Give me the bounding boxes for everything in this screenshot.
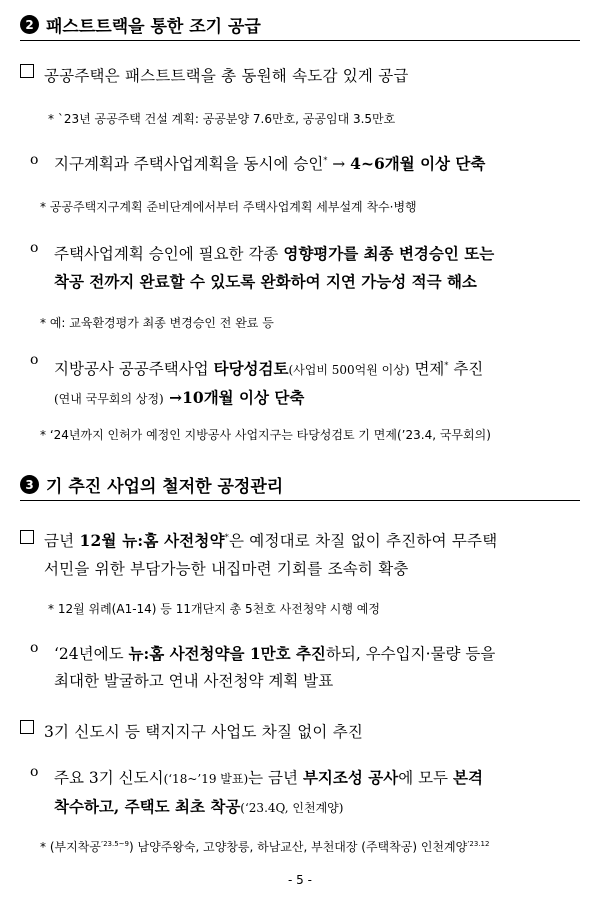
bullet-text <box>54 640 495 695</box>
footnote <box>40 838 489 855</box>
paragraph-line-2: 서민을 위한 부담가능한 내집마련 기회를 조속히 확충 <box>44 560 409 579</box>
text-part: 하되, 우수입지·물량 등을 <box>325 645 496 663</box>
footnote-part: * (부지착공 <box>40 840 101 854</box>
heading-underline <box>20 40 580 41</box>
bullet-text <box>54 764 483 822</box>
footnote: * 12월 위례(A1-14) 등 11개단지 총 5천호 사전청약 시행 예정 <box>48 602 380 616</box>
bold-text: 완화하여 지연 가능성 적극 해소 <box>260 272 477 291</box>
checkbox-square-icon <box>20 64 34 78</box>
section-heading-3 <box>20 472 283 497</box>
bold-text: 12월 뉴:홈 사전청약 <box>79 531 225 551</box>
small-text: (사업비 500억원 이상) <box>288 363 410 378</box>
text-part: 에 모두 <box>398 769 453 787</box>
bold-text: 착공 전까지 완료할 수 있도록 <box>54 272 261 291</box>
section-number-badge: 2 <box>20 15 39 34</box>
bullet-circle: o <box>30 240 39 256</box>
bullet-item <box>30 152 485 174</box>
paragraph-text <box>44 524 497 583</box>
bullet-item <box>30 640 495 695</box>
bold-text: 4~6개월 이상 단축 <box>350 154 486 173</box>
text-part: 면제 <box>409 360 445 379</box>
paragraph-text: 공공주택은 패스트트랙을 총 동원해 속도감 있게 공급 <box>44 67 409 85</box>
bold-text: 뉴:홈 사전청약을 1만호 추진 <box>128 644 326 663</box>
text-part: 지방공사 공공주택사업 <box>54 360 214 379</box>
section-title: 기 추진 사업의 철저한 공정관리 <box>46 477 284 497</box>
footnote: * 예: 교육환경평가 최종 변경승인 전 완료 등 <box>40 316 274 330</box>
arrow-text: → <box>327 155 351 173</box>
bullet-text <box>54 152 485 174</box>
bullet-item <box>30 352 483 413</box>
bullet-line-2 <box>54 268 494 296</box>
section-number-badge: 3 <box>20 475 39 494</box>
bold-text: 착수하고, 주택도 최초 착공 <box>54 797 241 816</box>
bullet-item <box>30 764 483 822</box>
bullet-text <box>54 352 483 413</box>
bold-text: 부지조성 공사 <box>302 768 399 787</box>
box-paragraph <box>20 64 409 86</box>
bullet-line-2: 최대한 발굴하고 연내 사전청약 계획 발표 <box>54 672 334 690</box>
small-text: (‘23.4Q, 인천계양) <box>240 801 344 815</box>
bullet-line-1 <box>54 240 494 268</box>
bullet-circle: o <box>30 352 39 368</box>
text-part: ‘24년에도 <box>54 645 129 663</box>
bold-text: 영향평가를 최종 변경승인 또는 <box>283 244 495 263</box>
footnote-marker: * <box>224 533 229 542</box>
small-text: (‘18~’19 발표) <box>163 772 249 786</box>
bullet-line-1 <box>54 352 483 384</box>
bullet-text <box>54 240 494 296</box>
box-paragraph <box>20 720 363 742</box>
footnote: * 공공주택지구계획 준비단계에서부터 주택사업계획 세부설계 착수·병행 <box>40 200 417 214</box>
box-paragraph <box>20 524 497 583</box>
bullet-text-part: 지구계획과 주택사업계획을 동시에 승인 <box>54 155 324 173</box>
text-part: 주요 3기 신도시 <box>54 769 164 787</box>
section-title: 패스트트랙을 통한 조기 공급 <box>46 17 261 37</box>
bullet-line-1 <box>54 764 483 793</box>
superscript-date: ’23.5~9 <box>100 840 130 848</box>
text-part: 주택사업계획 승인에 필요한 각종 <box>54 245 284 263</box>
footnote-part: ) 남양주왕숙, 고양창릉, 하남교산, 부천대장 (주택착공) 인천계양 <box>129 840 468 854</box>
section-heading-2 <box>20 12 261 37</box>
bold-text: →10개월 이상 단축 <box>163 388 305 408</box>
paragraph-line-1 <box>44 524 497 555</box>
heading-underline <box>20 500 580 501</box>
text-part: 은 예정대로 차질 없이 추진하여 무주택 <box>228 532 498 551</box>
footnote-marker: * <box>444 361 449 370</box>
bullet-line-1 <box>54 640 495 668</box>
checkbox-square-icon <box>20 530 34 544</box>
bullet-circle: o <box>30 152 39 168</box>
bullet-item <box>30 240 494 296</box>
footnote-marker: * <box>323 155 328 165</box>
superscript-date: ’23.12 <box>467 840 490 848</box>
bullet-circle: o <box>30 640 39 656</box>
page-number: - 5 - <box>288 873 312 887</box>
bullet-circle: o <box>30 764 39 780</box>
small-text: (연내 국무회의 상정) <box>54 392 164 407</box>
checkbox-square-icon <box>20 720 34 734</box>
bullet-line-2 <box>54 384 483 413</box>
paragraph-text: 3기 신도시 등 택지지구 사업도 차질 없이 추진 <box>44 723 364 741</box>
footnote: * ‘24년까지 인허가 예정인 지방공사 사업지구는 타당성검토 기 면제(’23.4, 국무회의) <box>40 428 491 442</box>
text-part: 추진 <box>448 360 484 379</box>
text-part: 는 금년 <box>248 769 303 787</box>
bold-text: 본격 <box>452 768 483 787</box>
text-part: 금년 <box>44 532 80 551</box>
bullet-line-2 <box>54 793 483 822</box>
footnote: * `23년 공공주택 건설 계획: 공공분양 7.6만호, 공공임대 3.5만호 <box>48 112 396 126</box>
bold-text: 타당성검토 <box>213 359 289 379</box>
